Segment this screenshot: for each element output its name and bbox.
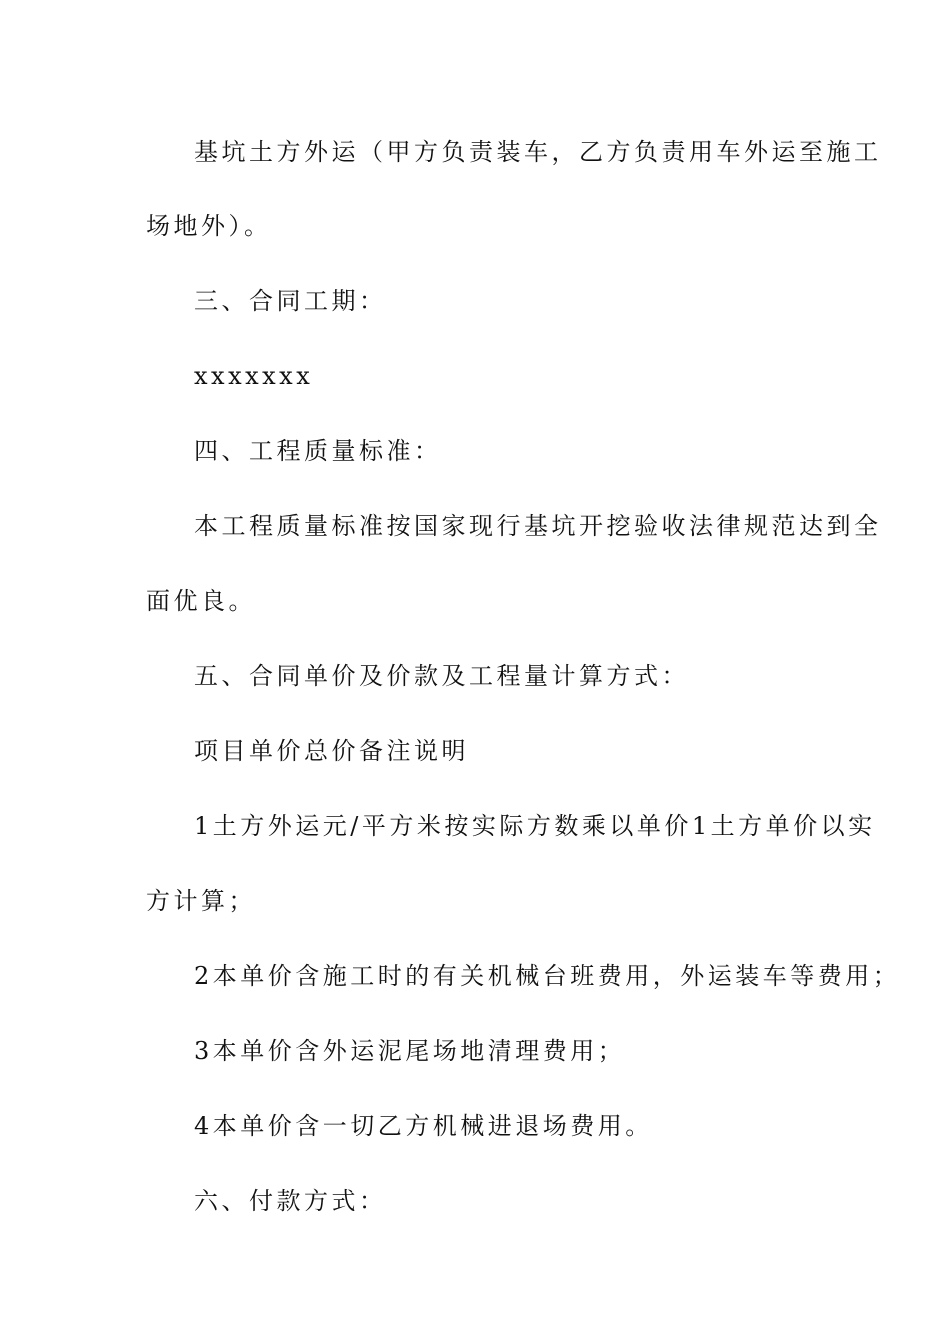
price-item-2: 2本单价含施工时的有关机械台班费用，外运装车等费用； xyxy=(194,962,901,990)
section-heading-unit-price: 五、合同单价及价款及工程量计算方式： xyxy=(194,662,689,690)
paragraph-quality-line-2: 面优良。 xyxy=(146,587,256,615)
paragraph-quality-line-1: 本工程质量标准按国家现行基坑开挖验收法律规范达到全 xyxy=(194,512,882,540)
section-heading-payment-method: 六、付款方式： xyxy=(194,1187,387,1215)
paragraph-earth-transport-line-2: 场地外）。 xyxy=(146,212,272,240)
price-item-3: 3本单价含外运泥尾场地清理费用； xyxy=(194,1037,626,1065)
contract-period-value: xxxxxxx xyxy=(194,362,314,390)
price-item-4: 4本单价含一切乙方机械进退场费用。 xyxy=(194,1112,653,1140)
paragraph-earth-transport-line-1: 基坑土方外运（甲方负责装车，乙方负责用车外运至施工 xyxy=(194,138,882,166)
section-heading-quality-standard: 四、工程质量标准： xyxy=(194,437,442,465)
price-item-1-line-2: 方计算； xyxy=(146,887,256,915)
price-table-header: 项目单价总价备注说明 xyxy=(194,737,469,765)
price-item-1-line-1: 1土方外运元/平方米按实际方数乘以单价1土方单价以实 xyxy=(194,812,876,840)
section-heading-contract-period: 三、合同工期： xyxy=(194,287,387,315)
